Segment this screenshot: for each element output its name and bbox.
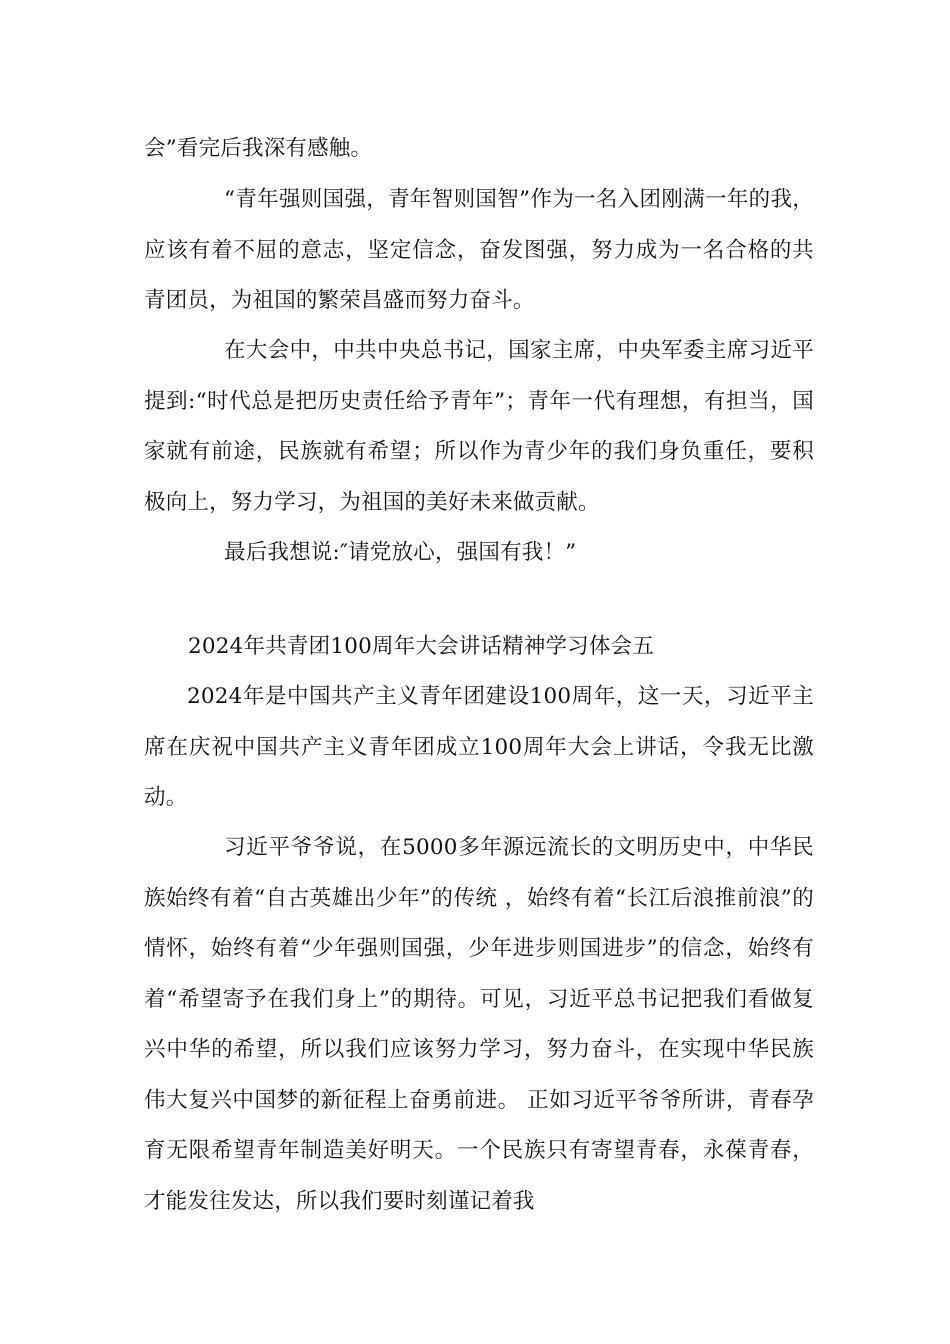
paragraph-continuation: 会”看完后我深有感触。 <box>144 136 373 161</box>
paragraph-youth-strong: “青年强则国强，青年智则国智”作为一名入团刚满一年的我，应该有着不屈的意志，坚定信念，奋发图强，努力成为一名合格的共青团员，为祖国的繁荣昌盛而努力奋斗。 <box>144 187 814 313</box>
section-title: 2024年共青团100周年大会讲话精神学习体会五 <box>188 634 655 659</box>
paragraph-closing-words: 最后我想说:″请党放心，强国有我！” <box>224 540 577 565</box>
paragraph-anniversary: 2024年是中国共产主义青年团建设100周年，这一天，习近平主席在庆祝中国共产主义青年团成立100周年大会上讲话，令我无比激动。 <box>144 684 814 810</box>
paragraph-conference-speech: 在大会中，中共中央总书记，国家主席，中央军委主席习近平提到:“时代总是把历史责任给予青年”；青年一代有理想，有担当，国家就有前途，民族就有希望；所以作为青少年的我们身负重任，要积极向上，努力学习，为祖国的美好未来做贡献。 <box>144 338 814 515</box>
paragraph-grandpa-xi: 习近平爷爷说，在5000多年源远流长的文明历史中，中华民族始终有着“自古英雄出少年”的传统 ，始终有着“长江后浪推前浪”的情怀，始终有着“少年强则国强，少年进步则国进步”的信念，始终有着“希望寄予在我们身上”的期待。可见，习近平总书记把我们看做复兴中华的希望，所以我们应该努力学习，努力奋斗，在实现中华民族伟大复兴中国梦的新征程上奋勇前进。 正如习近平爷爷所讲，青春孕育无限希望青年制造美好明天。一个民族只有寄望青春，永葆青春，才能发往发达，所以我们要时刻谨记着我 <box>144 835 814 1214</box>
